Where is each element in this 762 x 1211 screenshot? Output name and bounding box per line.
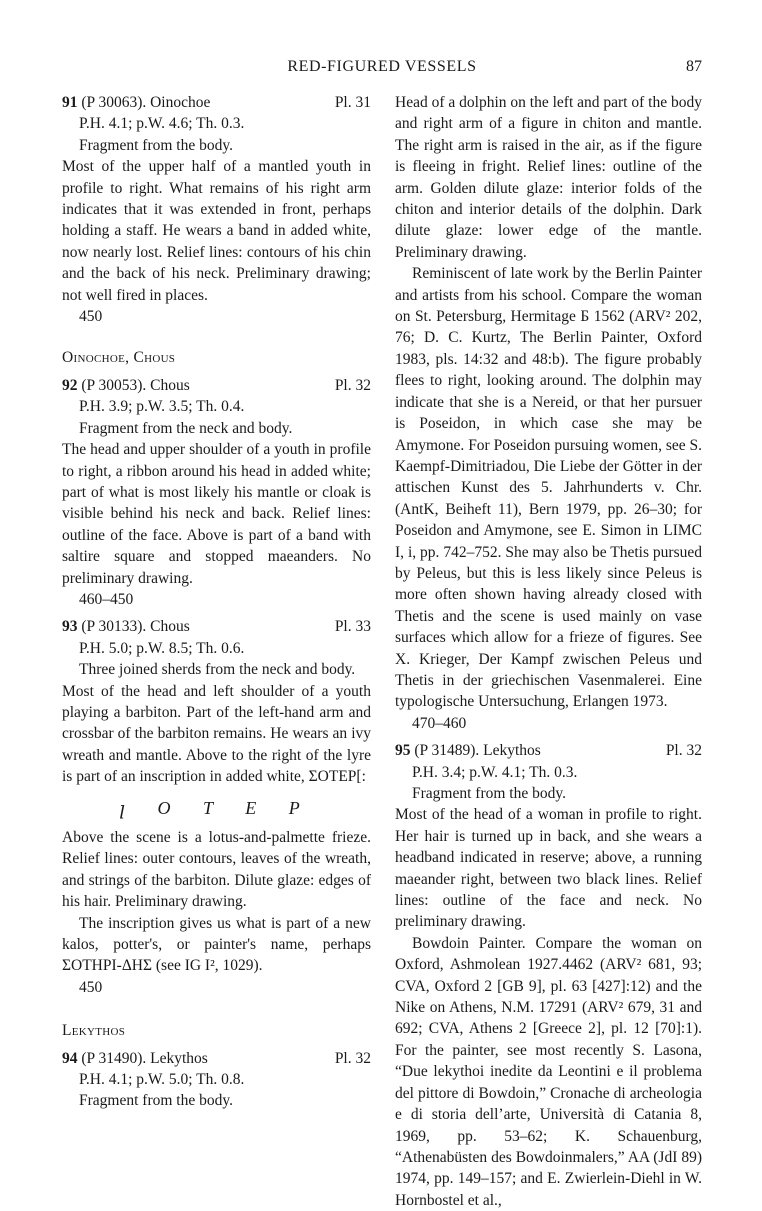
date: 470–460 <box>412 714 467 732</box>
date: 450 <box>79 978 103 996</box>
catalogue-number: 93 <box>62 618 78 636</box>
dimensions: P.H. 3.9; p.W. 3.5; Th. 0.4. <box>79 398 245 416</box>
page-number: 87 <box>686 58 702 75</box>
section-heading-lekythos: Lekythos <box>62 1022 126 1040</box>
running-head <box>62 58 702 82</box>
date: 450 <box>79 308 103 326</box>
inventory-label: (P 31489). Lekythos <box>410 742 541 760</box>
running-title: RED-FIGURED VESSELS <box>287 58 477 75</box>
description: Above the scene is a lotus-and-palmette frieze. Relief lines: outer contours, leaves of the wreath, and strings of the barbiton. Dilute glaze: edges of his hair. Preliminary drawing. <box>62 829 371 911</box>
inventory-label: (P 30133). Chous <box>77 618 190 636</box>
date: 460–450 <box>79 590 134 608</box>
inventory-label: (P 30063). Oinochoe <box>77 94 211 111</box>
catalogue-heading-91 <box>62 92 371 113</box>
inscription-drawing: ꞁ Ο Τ Ε Ρ <box>119 797 314 818</box>
catalogue-heading-92 <box>62 375 371 396</box>
fragment-note: Fragment from the neck and body. <box>79 419 293 437</box>
dimensions: P.H. 4.1; p.W. 4.6; Th. 0.3. <box>79 115 245 133</box>
catalogue-number: 94 <box>62 1049 78 1067</box>
fragment-note: Fragment from the body. <box>412 785 566 802</box>
catalogue-number: 91 <box>62 94 78 111</box>
description: The head and upper shoulder of a youth in profile to right, a ribbon around his head in added white; part of what is most likely his mantle or cloak is visible behind his neck and back. Relief lines: outline of the face. Above is part of a band with saltire square and stopped maeanders. No preliminary drawing. <box>62 441 371 587</box>
catalogue-heading-95 <box>395 740 702 761</box>
plate-ref: Pl. 31 <box>334 94 371 111</box>
dimensions: P.H. 5.0; p.W. 8.5; Th. 0.6. <box>79 639 245 657</box>
plate-ref: Pl. 32 <box>334 376 371 394</box>
catalogue-heading-93 <box>62 616 371 637</box>
commentary: The inscription gives us what is part of a new kalos, potter's, or painter's name, perhaps ΣΟΤΗΡΙ-ΔΗΣ (see IG I², 1029). <box>62 914 371 975</box>
catalogue-heading-94 <box>62 1048 371 1069</box>
left-column <box>62 92 371 1112</box>
dimensions: P.H. 4.1; p.W. 5.0; Th. 0.8. <box>79 1071 245 1089</box>
fragment-note: Fragment from the body. <box>79 1092 233 1110</box>
right-column <box>395 92 702 1211</box>
dimensions: P.H. 3.4; p.W. 4.1; Th. 0.3. <box>412 763 578 781</box>
inventory-label: (P 31490). Lekythos <box>77 1049 208 1067</box>
description: Most of the head and left shoulder of a youth playing a barbiton. Part of the left-hand arm and crossbar of the barbiton remains. He wears an ivy wreath and mantle. Above to the right of the lyre is part of an inscription in added white, ΣΟΤΕΡ[: <box>62 682 371 786</box>
plate-ref: Pl. 32 <box>665 742 702 760</box>
section-heading-chous: Oinochoe, Chous <box>62 349 176 367</box>
catalogue-number: 92 <box>62 376 78 394</box>
plate-ref: Pl. 32 <box>334 1049 371 1067</box>
description: Most of the upper half of a mantled youth in profile to right. What remains of his right arm indicates that it was extended in front, perhaps holding a staff. He wears a band in added white, now nearly lost. Relief lines: contours of his chin and the back of his neck. Preliminary drawing; not well fired in places. <box>62 158 371 304</box>
commentary: Bowdoin Painter. Compare the woman on Oxford, Ashmolean 1927.4462 (ARV² 681, 93; CVA, Oxford 2 [GB 9], pl. 63 [427]:12) and the Nike on Athens, N.M. 17291 (ARV² 679, 31 and 692; CVA, Athens 2 [Greece 2], pl. 12 [70]:1). For the painter, see most recently S. Lasona, “Due lekythoi inedite da Leontini e il problema del pittore di Bowdoin,” Cronache di archeologia e di storia dell’arte, Università di Catania 8, 1969, pp. 53–62; K. Schauenburg, “Athenabüsten des Bowdoinmalers,” AA (JdI 89) 1974, pp. 149–157; and E. Zwierlein-Diehl in W. Hornbostel et al., <box>395 934 702 1209</box>
fragment-note: Fragment from the body. <box>79 136 233 154</box>
commentary: Reminiscent of late work by the Berlin Painter and artists from his school. Compare the woman on St. Petersburg, Hermitage Б 1562 (ARV² 202, 76; D. C. Kurtz, The Berlin Painter, Oxford 1983, pls. 14:32 and 48:b). The figure probably flees to right, looking around. The dolphin may indicate that she is a Nereid, or that her pursuer is Poseidon, in which case she may be Amymone. For Poseidon pursuing women, see S. Kaempf-Dimitriadou, Die Liebe der Götter in der attischen Kunst des 5. Jahrhunderts v. Chr. (AntK, Beiheft 11), Bern 1979, pp. 26–30; for Poseidon and Amymone, see E. Simon in LIMC I, i, pp. 742–752. She may also be Thetis pursued by Peleus, but this is less likely since Peleus is more often shown having already closed with Thetis and the scene is used mainly on vase surfaces which allow for a frieze of figures. See X. Krieger, Der Kampf zwischen Peleus und Thetis in der griechischen Vasenmalerei. Eine typologische Untersuchung, Erlangen 1973. <box>395 265 702 711</box>
description: Most of the head of a woman in profile to right. Her hair is turned up in back, and she wears a headband indicated in reserve; above, a running maeander right, between two black lines. Relief lines: outline of the face and neck. No preliminary drawing. <box>395 806 702 931</box>
inventory-label: (P 30053). Chous <box>77 376 190 394</box>
fragment-note: Three joined sherds from the neck and body. <box>79 661 356 679</box>
catalogue-number: 95 <box>395 742 411 760</box>
description: Head of a dolphin on the left and part of the body and right arm of a figure in chiton and mantle. The right arm is raised in the air, as if the figure is fleeing in fright. Relief lines: outline of the arm. Golden dilute glaze: interior folds of the chiton and interior details of the dolphin. Dark dilute glaze: lower edge of the mantle. Preliminary drawing. <box>395 94 702 261</box>
plate-ref: Pl. 33 <box>334 618 371 636</box>
